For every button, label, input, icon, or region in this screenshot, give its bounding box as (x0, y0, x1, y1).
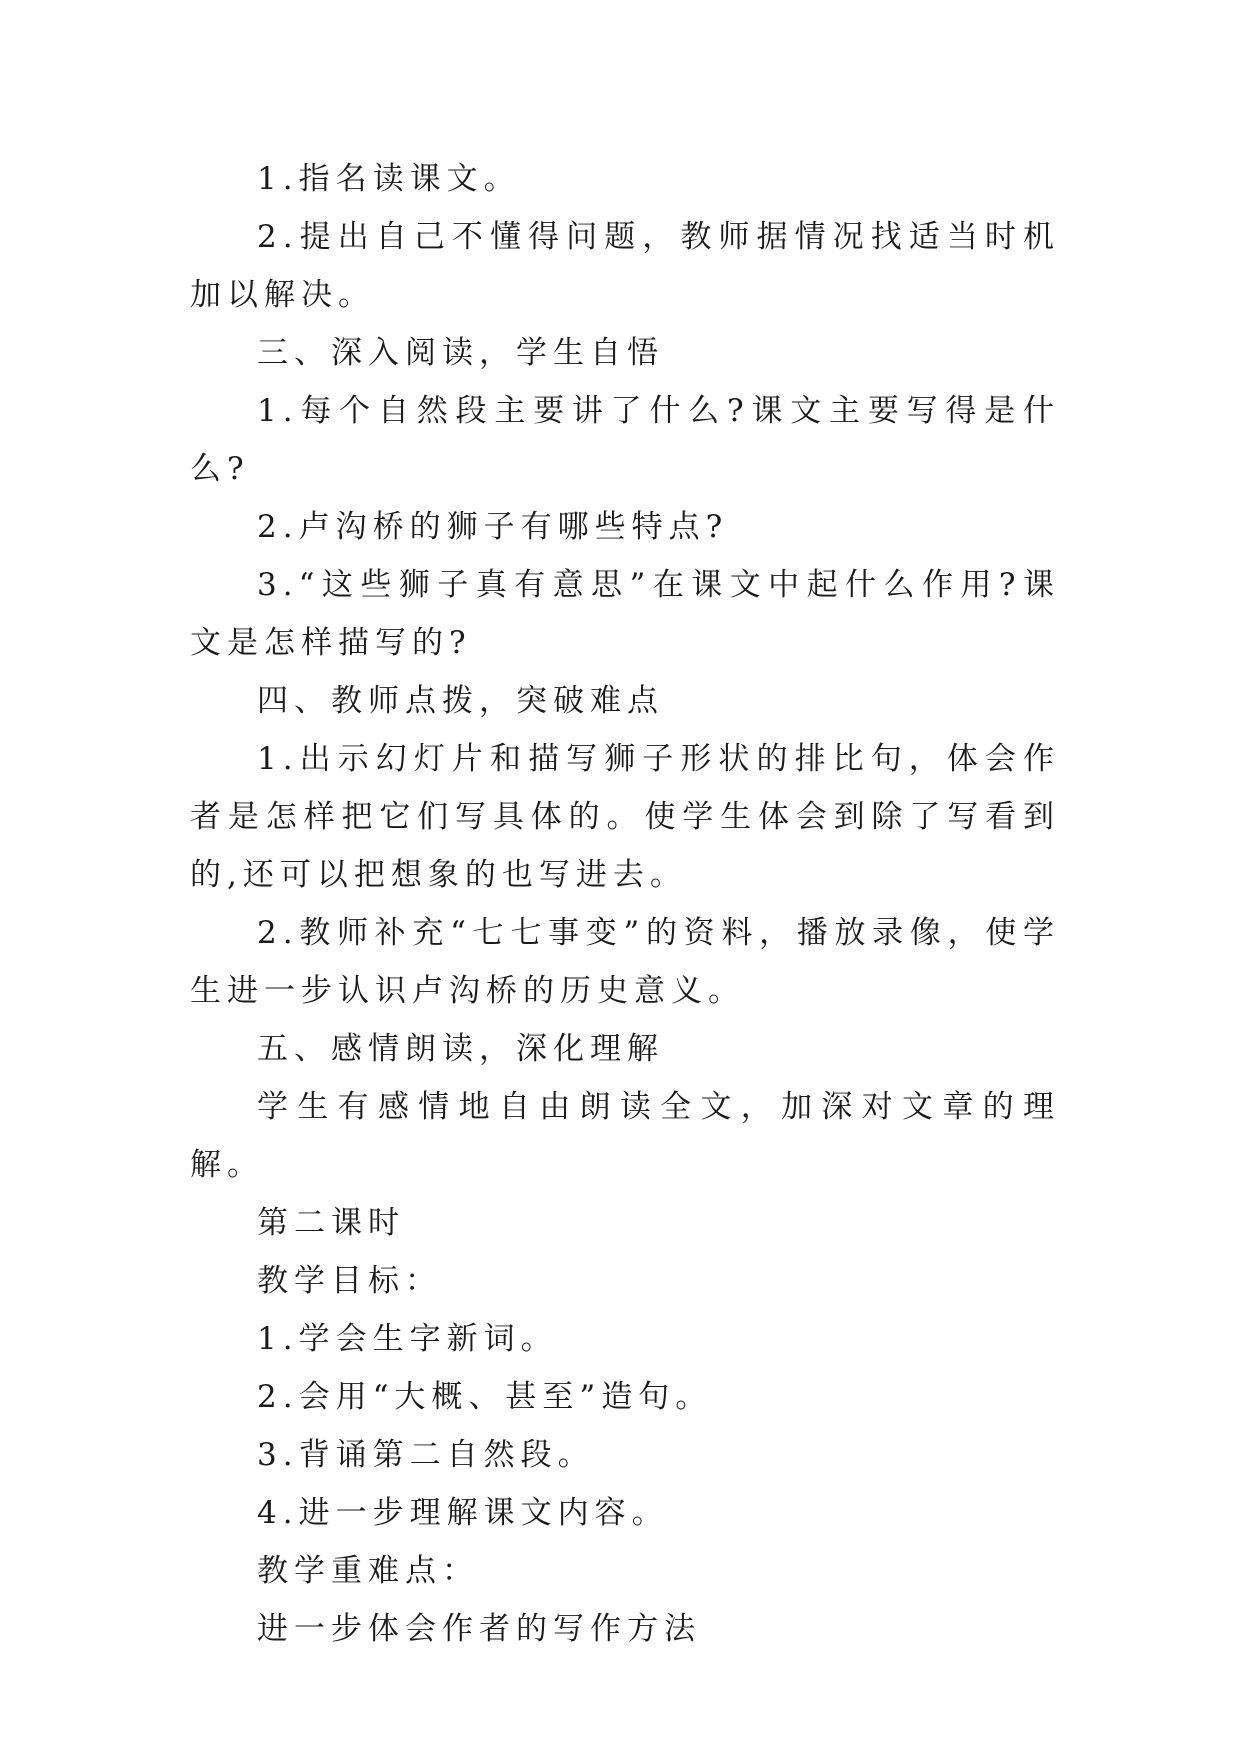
paragraph-1: 1.指名读课文。 (257, 161, 521, 197)
objective-3: 3.背诵第二自然段。 (257, 1437, 595, 1473)
paragraph-11: 学生有感情地自由朗读全文，加深对文章的理解。 (190, 1089, 1060, 1183)
section-heading-3: 三、深入阅读，学生自悟 (257, 335, 664, 371)
paragraph-9: 2.教师补充“七七事变”的资料，播放录像，使学生进一步认识卢沟桥的历史意义。 (190, 915, 1060, 1009)
key-points-heading: 教学重难点： (257, 1553, 479, 1589)
paragraph-6: 3.“这些狮子真有意思”在课文中起什么作用?课文是怎样描写的? (190, 567, 1060, 661)
lesson-heading: 第二课时 (257, 1205, 405, 1241)
section-heading-5: 五、感情朗读，深化理解 (257, 1031, 664, 1067)
objective-1: 1.学会生字新词。 (257, 1321, 558, 1357)
objectives-heading: 教学目标： (257, 1263, 442, 1299)
paragraph-4: 1.每个自然段主要讲了什么?课文主要写得是什么? (190, 393, 1060, 487)
key-point-1: 进一步体会作者的写作方法 (257, 1611, 701, 1647)
paragraph-5: 2.卢沟桥的狮子有哪些特点? (257, 509, 729, 545)
document-page (190, 150, 1060, 1658)
paragraph-8: 1.出示幻灯片和描写狮子形状的排比句，体会作者是怎样把它们写具体的。使学生体会到除了写看到的,还可以把想象的也写进去。 (190, 741, 1060, 893)
objective-4: 4.进一步理解课文内容。 (257, 1495, 669, 1531)
paragraph-2: 2.提出自己不懂得问题，教师据情况找适当时机加以解决。 (190, 219, 1060, 313)
section-heading-4: 四、教师点拨，突破难点 (257, 683, 664, 719)
objective-2: 2.会用“大概、甚至”造句。 (257, 1379, 713, 1415)
